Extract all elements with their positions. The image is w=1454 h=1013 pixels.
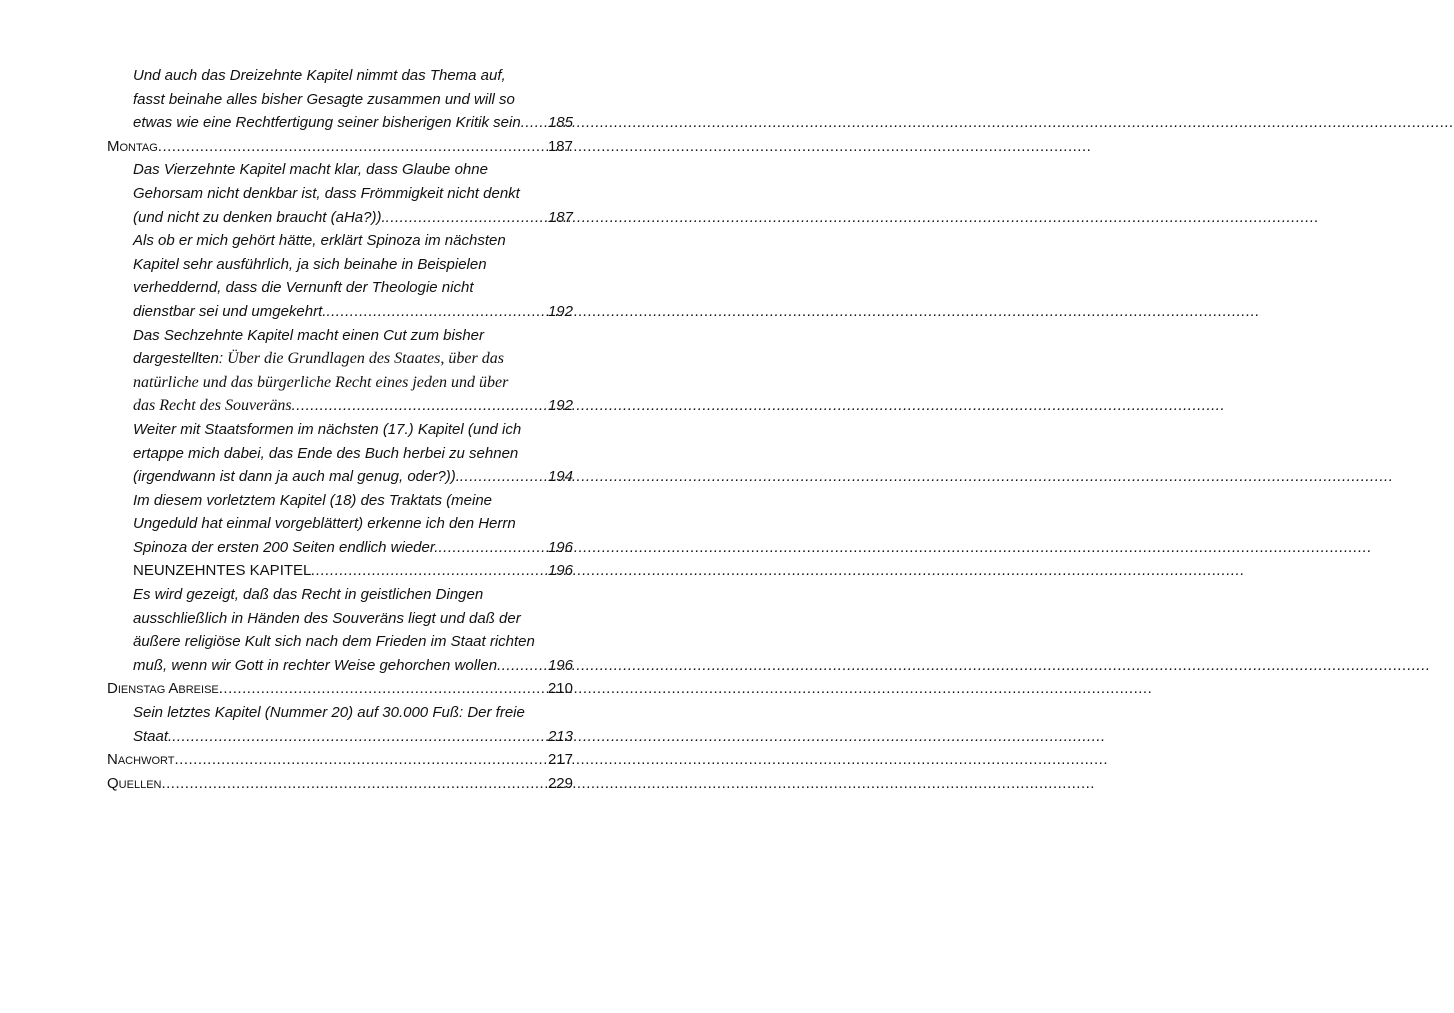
toc-chapter-title	[107, 677, 219, 701]
toc-line: Im diesem vorletztem Kapitel (18) des Traktats (meine	[133, 491, 493, 509]
page-number: 192	[547, 302, 573, 320]
toc-entry[interactable]	[107, 418, 573, 489]
toc-entry[interactable]	[107, 324, 573, 418]
toc-line-text: muß, wenn wir Gott in rechter Weise gehorchen wollen	[133, 656, 498, 674]
toc-line	[133, 111, 546, 135]
toc-line: natürliche und das bürgerliche Recht eines jeden und über	[133, 373, 509, 391]
toc-line: Das Sechzehnte Kapitel macht einen Cut zum bisher	[133, 326, 485, 344]
toc-line-text: dienstbar sei und umgekehrt.	[133, 302, 327, 320]
toc-line: Als ob er mich gehört hätte, erklärt Spinoza im nächsten	[133, 232, 506, 250]
toc-entry[interactable]	[107, 583, 573, 677]
page-number: 196	[547, 538, 573, 556]
toc-line-text: (irgendwann ist dann ja auch mal genug, oder?)).	[133, 468, 460, 486]
toc-line-text-serif: das Recht des Souveräns	[133, 397, 292, 415]
toc-line: ertappe mich dabei, das Ende des Buch herbei zu sehnen	[133, 444, 519, 462]
toc-entry[interactable]	[107, 559, 573, 583]
toc-line-text: Staat.	[133, 727, 173, 745]
page-number: 217	[547, 751, 573, 769]
toc-chapter-title	[107, 772, 161, 796]
toc-line	[133, 465, 546, 489]
page-number: 192	[547, 397, 573, 415]
title-small-caps: ONTAG	[119, 141, 158, 154]
toc-chapter-title	[107, 748, 174, 772]
toc-entry[interactable]	[107, 64, 573, 135]
dot-leader	[438, 536, 1372, 560]
title-initial: N	[107, 751, 118, 769]
toc-line	[133, 394, 546, 418]
title-initial: M	[107, 137, 120, 155]
toc-chapter-nachwort[interactable]	[107, 748, 573, 772]
dot-leader	[292, 394, 1226, 418]
toc-line: äußere religiöse Kult sich nach dem Frieden im Staat richten	[133, 633, 535, 651]
toc-chapter-dienstag-abreise[interactable]	[107, 677, 573, 701]
toc-line	[133, 300, 546, 324]
page-number: 213	[547, 727, 573, 745]
title-small-caps: ACHWORT	[117, 755, 175, 768]
toc-line	[133, 559, 546, 583]
dot-leader	[311, 559, 1245, 583]
title-small-caps: BREISE	[178, 684, 219, 697]
toc-line-text: dargestellten:	[133, 350, 224, 368]
table-of-contents	[107, 64, 573, 795]
toc-line	[133, 536, 546, 560]
page-number: 187	[547, 208, 573, 226]
page-number: 196	[547, 656, 573, 674]
toc-line	[107, 772, 546, 796]
toc-entry[interactable]	[107, 158, 573, 229]
toc-line	[133, 725, 546, 749]
page-number: 194	[547, 468, 573, 486]
toc-line: Es wird gezeigt, daß das Recht in geistlichen Dingen	[133, 586, 484, 604]
toc-chapter-title	[107, 135, 158, 159]
dot-leader	[386, 206, 1320, 230]
page-number: 187	[547, 137, 573, 155]
toc-line-text: NEUNZEHNTES KAPITEL	[133, 562, 312, 580]
page-number: 185	[547, 114, 573, 132]
toc-line: Sein letztes Kapitel (Nummer 20) auf 30.000 Fuß: Der freie	[133, 704, 525, 722]
toc-entry[interactable]	[107, 229, 573, 323]
title-small-caps: IENSTAG	[117, 684, 169, 697]
page-number: 196	[547, 562, 573, 580]
title-small-caps: UELLEN	[118, 778, 162, 791]
toc-line: Ungeduld hat einmal vorgeblättert) erkenne ich den Herrn	[133, 515, 516, 533]
toc-line	[133, 654, 546, 678]
toc-line: fasst beinahe alles bisher Gesagte zusammen und will so	[133, 90, 515, 108]
page-number: 229	[547, 774, 573, 792]
toc-line	[107, 748, 546, 772]
dot-leader	[172, 725, 1106, 749]
toc-line: ausschließlich in Händen des Souveräns liegt und daß der	[133, 609, 521, 627]
dot-leader	[158, 135, 1092, 159]
dot-leader	[219, 677, 1153, 701]
toc-line-text: etwas wie eine Rechtfertigung seiner bisherigen Kritik sein	[133, 114, 521, 132]
toc-line: Kapitel sehr ausführlich, ja sich beinahe in Beispielen	[133, 255, 487, 273]
toc-line: Das Vierzehnte Kapitel macht klar, dass Glaube ohne	[133, 161, 488, 179]
toc-line: Und auch das Dreizehnte Kapitel nimmt das Thema auf,	[133, 67, 506, 84]
dot-leader	[460, 465, 1394, 489]
toc-entry[interactable]	[107, 489, 573, 560]
toc-line	[107, 135, 546, 159]
toc-line: Gehorsam nicht denkbar ist, dass Frömmigkeit nicht denkt	[133, 184, 520, 202]
toc-line-text-serif: Über die Grundlagen des Staates, über das	[223, 350, 504, 368]
dot-leader	[521, 111, 1454, 135]
title-initial: A	[168, 680, 179, 698]
toc-line: Weiter mit Staatsformen im nächsten (17.) Kapitel (und ich	[133, 420, 522, 438]
dot-leader	[497, 654, 1431, 678]
title-initial: D	[107, 680, 118, 698]
toc-entry[interactable]	[107, 701, 573, 748]
toc-line: verheddernd, dass die Vernunft der Theologie nicht	[133, 279, 474, 297]
dot-leader	[174, 748, 1108, 772]
title-initial: Q	[107, 774, 119, 792]
dot-leader	[161, 772, 1095, 796]
toc-chapter-quellen[interactable]	[107, 772, 573, 796]
dot-leader	[326, 300, 1260, 324]
toc-line	[133, 206, 546, 230]
page-number: 210	[547, 680, 573, 698]
toc-line-text: Spinoza der ersten 200 Seiten endlich wieder.	[133, 538, 439, 556]
toc-line	[133, 347, 546, 371]
toc-line	[107, 677, 546, 701]
toc-line-text: (und nicht zu denken braucht (aHa?)).	[133, 208, 386, 226]
toc-chapter-montag[interactable]	[107, 135, 573, 159]
